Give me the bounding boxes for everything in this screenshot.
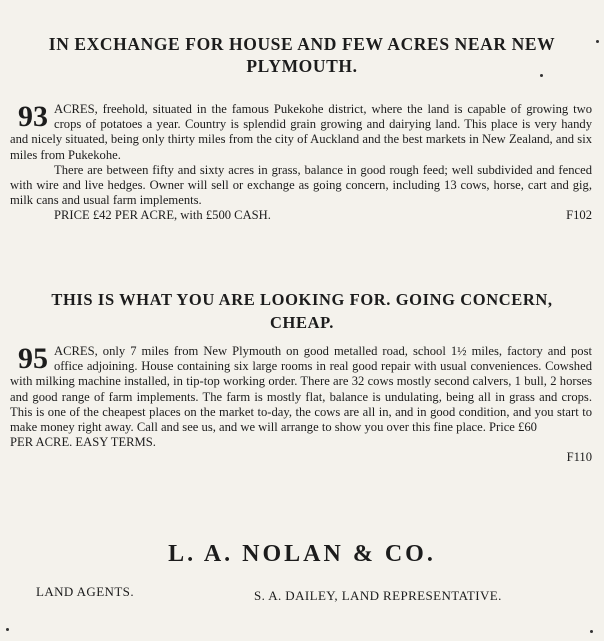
ad2-terms: PER ACRE. EASY TERMS.: [10, 435, 156, 450]
ad1-ref: F102: [566, 208, 592, 223]
ad1-price-row: [10, 208, 592, 223]
ad2-body: [10, 344, 592, 466]
ad1-paragraph-2: There are between fifty and sixty acres in grass, balance in good rough feed; well subdivided and fenced with wire and live hedges. Owner will sell or exchange as going concern, including 13 cows, horse, cart and gig, milk cans and usual farm implements.: [10, 162, 592, 208]
ad1-para1-text: ACRES, freehold, situated in the famous Pukekohe district, where the land is capable of growing two crops of potatoes a year. Country is splendid grain growing and dairying land. This place is very handy and nicely situated, being only thirty miles from the city of Auckland and the best markets in New Zealand, and six miles from Pukekohe.: [10, 102, 592, 162]
land-representative: S. A. DAILEY, LAND REPRESENTATIVE.: [254, 588, 502, 603]
print-speck: [540, 74, 543, 77]
firm-name: L. A. NOLAN & CO.: [168, 541, 436, 567]
ad2-heading-line1: THIS IS WHAT YOU ARE LOOKING FOR. GOING CONCERN,: [51, 290, 553, 309]
ad1-heading-line2: PLYMOUTH.: [246, 56, 358, 76]
ad1-price: PRICE £42 PER ACRE, with £500 CASH.: [54, 208, 271, 223]
ad2-ref-row: [10, 450, 592, 465]
ad2-lead-number: 95: [18, 342, 48, 375]
print-speck: [6, 628, 9, 631]
land-agents-label: LAND AGENTS.: [36, 584, 134, 599]
ad1-heading-line1: IN EXCHANGE FOR HOUSE AND FEW ACRES NEAR NEW: [48, 34, 556, 54]
print-speck: [596, 40, 599, 43]
ad2-ref: F110: [566, 450, 592, 465]
ad2-heading-line2: CHEAP.: [270, 313, 334, 332]
ad1-lead-number: 93: [18, 100, 48, 133]
ad1-body: [10, 102, 592, 224]
print-speck: [590, 630, 593, 633]
ad1-paragraph-1: [10, 102, 592, 163]
ad2-para1-text: ACRES, only 7 miles from New Plymouth on good metalled road, school 1½ miles, factory and post office adjoining. House containing six large rooms in real good repair with usual conveniences. Cowshed with milking machine installed, in tip-top working order. There are 32 cows mostly second calvers, 1 bull, 2 horses and good range of farm implements. The farm is mostly flat, balance is undulating, being all in grass and crops. This is one of the cheapest places on the market to-day, the cows are all in, and in good condition, and you start to make money right away. Call and see us, and we will arrange to show you over this fine place. Price £60: [10, 344, 592, 435]
ad2-paragraph-1: [10, 344, 592, 435]
